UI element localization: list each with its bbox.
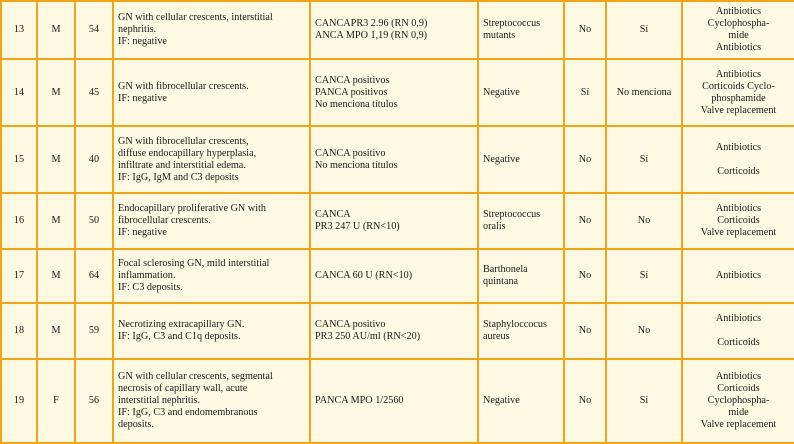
histology-line: GN with fibrocellular crescents,: [118, 135, 249, 147]
histology-line: GN with cellular crescents, interstitial: [118, 12, 273, 23]
histology-cell: [113, 249, 310, 303]
treatment-line: mide: [728, 30, 749, 41]
treatment-cell: [682, 359, 794, 443]
table-row: [1, 303, 794, 359]
treatment-line: Antibiotics: [715, 141, 762, 153]
histology-cell: [113, 193, 310, 249]
table-row: [1, 59, 794, 126]
sex-cell: M: [37, 126, 75, 193]
organism-cell: [478, 126, 564, 193]
organism-cell: [478, 303, 564, 359]
treatment-line: Antibiotics: [715, 42, 762, 53]
yes-no-cell-b: Sí: [606, 126, 682, 193]
organism-line: aureus: [483, 331, 510, 342]
histology-line: fibrocellular crescents.: [118, 215, 211, 226]
histology-line: Necrotizing extracapillary GN.: [118, 319, 245, 330]
anca-cell: [310, 359, 478, 443]
histology-line: IF: C3 deposits.: [118, 282, 183, 293]
histology-line: Focal sclerosing GN, mild interstitial: [118, 258, 270, 269]
table-row: [1, 1, 794, 59]
yes-no-cell-a: No: [564, 193, 606, 249]
histology-line: necrosis of capillary wall, acute: [118, 383, 248, 394]
treatment-line: Corticoids: [717, 383, 760, 394]
age-cell: 64: [75, 249, 113, 303]
age-cell: 59: [75, 303, 113, 359]
table-row: [1, 193, 794, 249]
histology-line: IF: IgG, IgM and C3 deposits: [118, 171, 239, 183]
yes-no-cell-b: No menciona: [606, 59, 682, 126]
anca-line: ANCA MPO 1,19 (RN 0,9): [315, 30, 428, 41]
anca-cell: [310, 249, 478, 303]
anca-line: CANCA: [315, 209, 351, 220]
organism-line: Staphyloccocus: [483, 319, 547, 330]
treatment-cell: [682, 1, 794, 59]
yes-no-cell-b: No: [606, 193, 682, 249]
organism-line: mutants: [483, 30, 516, 41]
anca-line: CANCA positivo: [315, 319, 386, 330]
anca-line: CANCA 60 U (RN<10): [315, 270, 413, 281]
treatment-line: Cyclophospha-: [707, 18, 770, 29]
age-cell: 50: [75, 193, 113, 249]
treatment-line: Valve replacement: [700, 104, 777, 116]
organism-cell: [478, 359, 564, 443]
anca-cell: [310, 303, 478, 359]
case-number-cell: 16: [1, 193, 37, 249]
yes-no-cell-a: No: [564, 126, 606, 193]
anca-cell: [310, 193, 478, 249]
organism-line: Negative: [483, 395, 520, 406]
treatment-line: [687, 154, 790, 166]
anca-line: PANCA MPO 1/2560: [315, 395, 404, 406]
anca-line: PANCA positivos: [315, 86, 388, 98]
organism-cell: [478, 1, 564, 59]
yes-no-cell-b: No: [606, 303, 682, 359]
treatment-line: Corticoids: [717, 215, 760, 226]
sex-cell: M: [37, 303, 75, 359]
organism-line: Streptococcus: [483, 18, 541, 29]
anca-line: No menciona títulos: [315, 98, 398, 110]
histology-line: deposits.: [118, 419, 154, 430]
table-row: [1, 359, 794, 443]
histology-line: infiltrate and interstitial edema.: [118, 159, 246, 171]
yes-no-cell-a: Sí: [564, 59, 606, 126]
yes-no-cell-b: Sí: [606, 249, 682, 303]
sex-cell: M: [37, 193, 75, 249]
case-number-cell: 14: [1, 59, 37, 126]
histology-line: interstitial nephritis.: [118, 395, 201, 406]
yes-no-cell-a: No: [564, 303, 606, 359]
anca-line: PR3 247 U (RN<10): [315, 221, 400, 232]
age-cell: 45: [75, 59, 113, 126]
case-number-cell: 19: [1, 359, 37, 443]
treatment-line: Corticoids: [717, 337, 760, 348]
organism-line: quintana: [483, 276, 519, 287]
histology-line: IF: IgG, C3 and endomembranous: [118, 407, 258, 418]
treatment-cell: [682, 59, 794, 126]
histology-cell: [113, 303, 310, 359]
sex-cell: M: [37, 1, 75, 59]
histology-cell: [113, 126, 310, 193]
histology-line: IF: negative: [118, 227, 167, 238]
sex-cell: M: [37, 249, 75, 303]
sex-cell: M: [37, 59, 75, 126]
histology-cell: [113, 1, 310, 59]
case-number-cell: 13: [1, 1, 37, 59]
organism-line: Negative: [483, 153, 520, 165]
treatment-line: Antibiotics: [715, 371, 762, 382]
organism-line: oralis: [483, 221, 506, 232]
treatment-cell: [682, 249, 794, 303]
treatment-line: mide: [728, 407, 749, 418]
anca-cell: [310, 1, 478, 59]
histology-line: IF: IgG, C3 and C1q deposits.: [118, 331, 241, 342]
anca-cell: [310, 59, 478, 126]
yes-no-cell-a: No: [564, 359, 606, 443]
treatment-cell: [682, 303, 794, 359]
yes-no-cell-b: Sí: [606, 359, 682, 443]
age-cell: 40: [75, 126, 113, 193]
sex-cell: F: [37, 359, 75, 443]
histology-line: nephritis.: [118, 24, 157, 35]
treatment-line: Antibiotics: [715, 6, 762, 17]
anca-line: CANCA positivo: [315, 147, 386, 159]
histology-line: IF: negative: [118, 92, 167, 104]
yes-no-cell-a: No: [564, 249, 606, 303]
treatment-line: Valve replacement: [700, 419, 777, 430]
treatment-line: Antibiotics: [715, 313, 762, 324]
anca-line: CANCAPR3 2.96 (RN 0,9): [315, 18, 428, 29]
treatment-cell: [682, 193, 794, 249]
yes-no-cell-a: No: [564, 1, 606, 59]
anca-line: No menciona títulos: [315, 159, 398, 171]
histology-line: GN with fibrocellular crescents.: [118, 80, 249, 92]
treatment-line: [687, 325, 790, 337]
treatment-line: Corticoids: [717, 165, 760, 177]
age-cell: 54: [75, 1, 113, 59]
treatment-cell: [682, 126, 794, 193]
treatment-line: phosphamide: [711, 92, 766, 104]
treatment-line: Cyclophospha-: [707, 395, 770, 406]
histology-line: diffuse endocapillary hyperplasia,: [118, 147, 257, 159]
organism-cell: [478, 193, 564, 249]
table-row: [1, 249, 794, 303]
yes-no-cell-b: Sí: [606, 1, 682, 59]
anca-line: CANCA positivos: [315, 74, 390, 86]
organism-line: Streptococcus: [483, 209, 541, 220]
histology-line: inflammation.: [118, 270, 176, 281]
histology-line: Endocapillary proliferative GN with: [118, 203, 266, 214]
organism-cell: [478, 59, 564, 126]
treatment-line: Valve replacement: [700, 227, 777, 238]
case-table-body: [1, 1, 794, 443]
histology-cell: [113, 359, 310, 443]
table-row: [1, 126, 794, 193]
histology-line: IF: negative: [118, 36, 167, 47]
histology-line: GN with cellular crescents, segmental: [118, 371, 273, 382]
organism-line: Barthonela: [483, 264, 528, 275]
case-number-cell: 18: [1, 303, 37, 359]
organism-line: Negative: [483, 86, 520, 98]
organism-cell: [478, 249, 564, 303]
case-number-cell: 17: [1, 249, 37, 303]
case-number-cell: 15: [1, 126, 37, 193]
anca-line: PR3 250 AU/ml (RN<20): [315, 331, 421, 342]
anca-cell: [310, 126, 478, 193]
age-cell: 56: [75, 359, 113, 443]
treatment-line: Antibiotics: [715, 68, 762, 80]
treatment-line: Antibiotics: [715, 270, 762, 281]
treatment-line: Antibiotics: [715, 203, 762, 214]
histology-cell: [113, 59, 310, 126]
treatment-line: Corticoids Cyclo-: [702, 80, 775, 92]
